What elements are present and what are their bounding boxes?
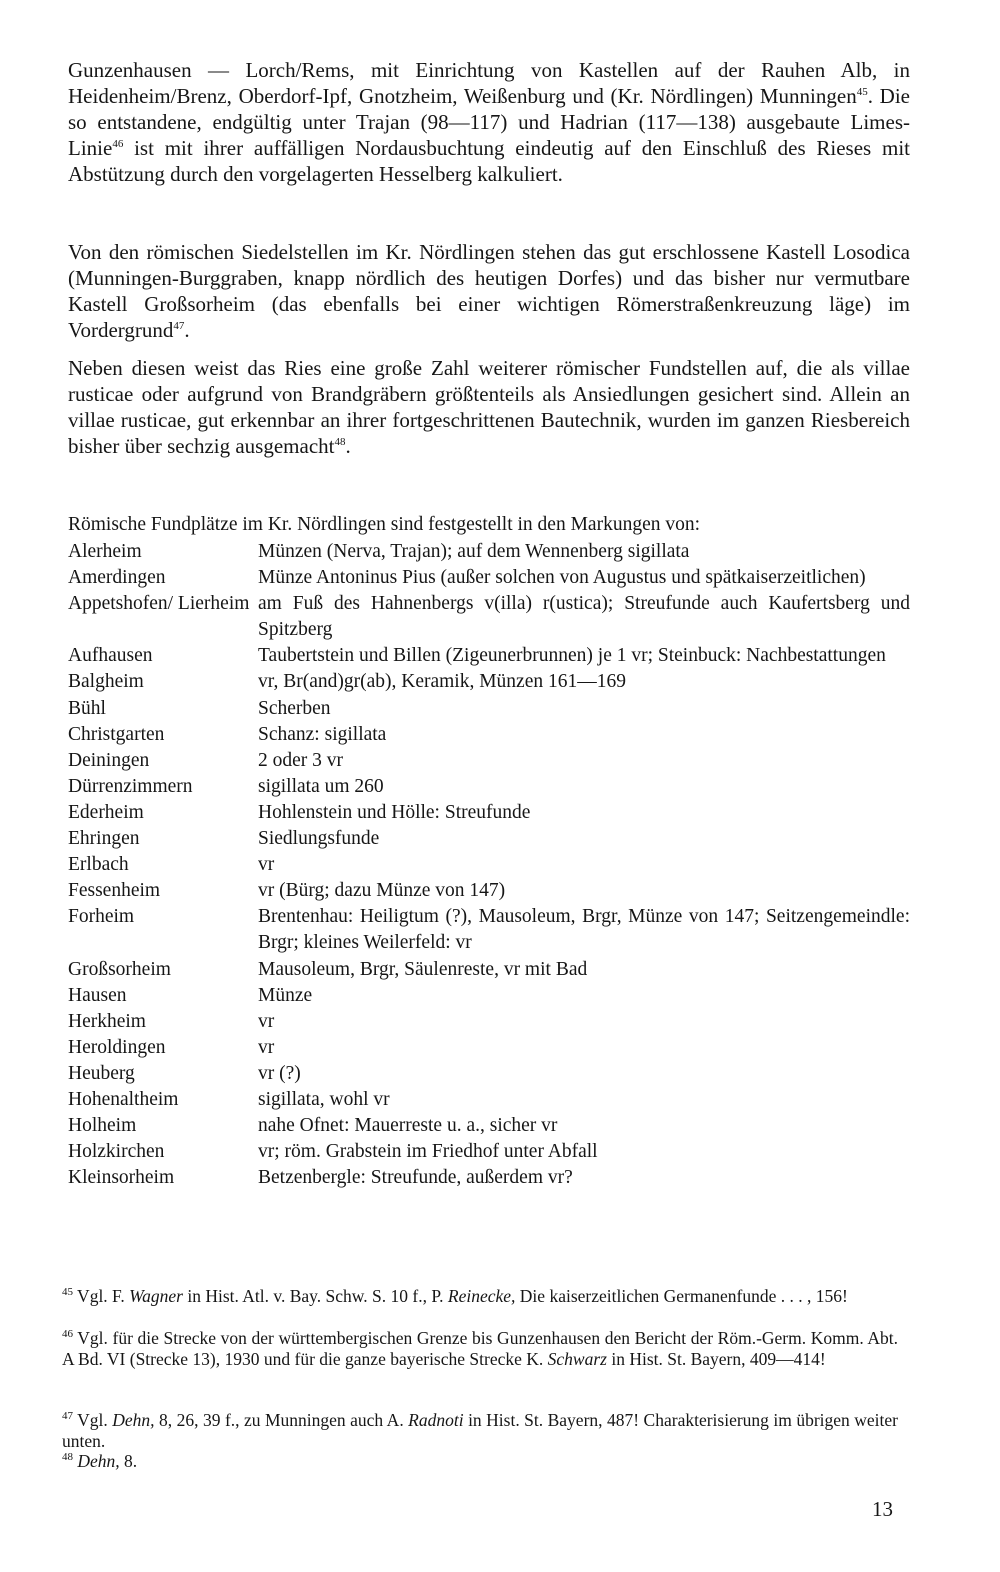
site-description: Schanz: sigillata (258, 723, 387, 745)
site-place: Fessenheim (68, 880, 161, 902)
site-place: Christgarten (68, 723, 165, 745)
site-place: Alerheim (68, 541, 142, 562)
site-row (68, 539, 910, 565)
site-description: Taubertstein und Billen (Zigeunerbrunnen) je 1 vr; Steinbuck: Nachbestattungen (258, 645, 886, 667)
footnote-author: Dehn, (77, 1451, 120, 1471)
site-row (68, 1139, 910, 1165)
site-description: nahe Ofnet: Mauerreste u. a., sicher vr (258, 1115, 558, 1137)
site-description: vr; röm. Grabstein im Friedhof unter Abfall (258, 1141, 598, 1163)
site-row (68, 565, 910, 591)
site-place: Deiningen (68, 749, 150, 771)
site-description: 2 oder 3 vr (258, 749, 344, 771)
site-row (68, 591, 910, 643)
site-description: Siedlungsfunde (258, 828, 380, 850)
site-description: vr (?) (258, 1062, 301, 1084)
paragraph-limes (68, 58, 910, 188)
footnote-text: 8, 26, 39 f., zu Munningen auch A. (154, 1410, 409, 1430)
site-place: Ehringen (68, 828, 140, 850)
footnote-text: in Hist. St. Bayern, 409—414! (606, 1348, 826, 1369)
paragraph-text: . (184, 317, 190, 342)
paragraph-text: Gunzenhausen — Lorch/Rems, mit Einrichtung von Kastellen auf der Rauhen Alb, in Heidenheim/Brenz, Oberdorf-Ipf, Gnotzheim, Weißenburg und (Kr. Nördlingen) Munningen (68, 58, 910, 108)
site-place: Appetshofen/ Lierheim (68, 593, 250, 615)
footnote-text: 8. (119, 1451, 138, 1471)
footnote-author: Dehn, (112, 1410, 155, 1430)
site-row (68, 1113, 910, 1139)
site-place: Heuberg (68, 1062, 135, 1084)
footnote-ref[interactable]: 47 (173, 319, 185, 332)
footnote-47 (62, 1410, 898, 1451)
site-place: Kleinsorheim (68, 1167, 175, 1189)
site-description: Betzenbergle: Streufunde, außerdem vr? (258, 1167, 573, 1189)
paragraph-text: . Die so entstandene, endgültig unter Trajan (98—117) und Hadrian (117—138) ausgebaute Limes-Linie (68, 83, 910, 160)
site-row (68, 1087, 910, 1113)
footnote-number: 47 (62, 1410, 73, 1423)
site-description: am Fuß des Hahnenbergs v(illa) r(ustica); Streufunde auch Kaufertsberg und Spitzberg (258, 593, 910, 641)
page-number: 13 (872, 1497, 893, 1521)
site-place: Herkheim (68, 1010, 146, 1032)
site-row (68, 878, 910, 904)
site-place: Amerdingen (68, 567, 166, 589)
paragraph-text: ist mit ihrer auffälligen Nordausbuchtung eindeutig auf den Einschluß des Rieses mit Abstützung durch den vorgelagerten Hesselberg kalkuliert. (68, 135, 910, 186)
site-row (68, 800, 910, 826)
footnote-45 (62, 1286, 898, 1307)
footnote-author: Wagner (129, 1286, 183, 1306)
site-description: sigillata, wohl vr (258, 1088, 390, 1110)
paragraph-text: . (345, 433, 351, 458)
footnote-author: Radnoti (408, 1410, 464, 1430)
site-description: Hohlenstein und Hölle: Streufunde (258, 801, 531, 823)
footnote-text: Vgl. für die Strecke von der württembergischen Grenze bis Gunzenhausen den Bericht der Röm.-Germ. Komm. Abt. A Bd. VI (Strecke 13), 1930 und für die ganze bayerische Strecke K. (62, 1328, 898, 1369)
site-description: vr, Br(and)gr(ab), Keramik, Münzen 161—169 (258, 671, 626, 693)
site-row (68, 826, 910, 852)
paragraph-text: Von den römischen Siedelstellen im Kr. Nördlingen stehen das gut erschlossene Kastell Losodica (Munningen-Burggraben, knapp nördlich des heutigen Dorfes) und das bisher nur vermutbare Kastell Großsorheim (das ebenfalls bei einer wichtigen Römerstraßenkreuzung läge) im Vordergrund (68, 240, 910, 342)
footnote-ref[interactable]: 46 (112, 137, 124, 150)
site-place: Dürrenzimmern (68, 775, 193, 797)
site-list (68, 539, 910, 1191)
footnote-ref[interactable]: 45 (856, 85, 868, 98)
site-place: Forheim (68, 906, 135, 928)
site-description: vr (258, 854, 275, 876)
site-description: vr (258, 1036, 275, 1058)
site-description: Brentenhau: Heiligtum (?), Mausoleum, Brgr, Münze von 147; Seitzengemeindle: Brgr; kleines Weilerfeld: vr (258, 906, 910, 954)
footnote-text: in Hist. Atl. v. Bay. Schw. S. 10 f., P. (182, 1286, 448, 1306)
site-row (68, 748, 910, 774)
site-description: Münze (258, 984, 313, 1006)
site-row (68, 904, 910, 956)
site-row (68, 1035, 910, 1061)
footnote-text: Die kaiserzeitlichen Germanenfunde . . . , 156! (515, 1286, 848, 1306)
list-intro: Römische Fundplätze im Kr. Nördlingen sind festgestellt in den Markungen von: (68, 514, 701, 535)
site-description: vr (Bürg; dazu Münze von 147) (258, 880, 506, 902)
site-place: Heroldingen (68, 1036, 166, 1058)
site-row (68, 1009, 910, 1035)
footnote-ref[interactable]: 48 (334, 435, 346, 448)
site-place: Erlbach (68, 854, 129, 876)
site-place: Großsorheim (68, 958, 171, 980)
site-place: Bühl (68, 697, 106, 719)
footnote-48 (62, 1451, 898, 1472)
footnote-text: Vgl. (73, 1410, 113, 1430)
site-row (68, 983, 910, 1009)
paragraph-fundstellen (68, 356, 910, 460)
site-description: Mausoleum, Brgr, Säulenreste, vr mit Bad (258, 958, 588, 980)
footnote-text: Vgl. F. (73, 1286, 130, 1306)
site-description: Münzen (Nerva, Trajan); auf dem Wennenberg sigillata (258, 541, 690, 562)
site-place: Ederheim (68, 801, 144, 823)
site-row (68, 852, 910, 878)
site-row (68, 774, 910, 800)
site-row (68, 1061, 910, 1087)
site-place: Balgheim (68, 671, 144, 693)
site-row (68, 1165, 910, 1191)
site-description: Münze Antoninus Pius (außer solchen von Augustus und spätkaiserzeitlichen) (258, 567, 866, 589)
footnote-number: 46 (62, 1328, 73, 1341)
site-row (68, 643, 910, 669)
footnote-46 (62, 1328, 898, 1369)
paragraph-siedelstellen (68, 240, 910, 344)
footnote-number: 45 (62, 1286, 73, 1299)
site-place: Aufhausen (68, 645, 153, 667)
footnote-author: Reinecke, (447, 1286, 516, 1306)
footnote-number: 48 (62, 1451, 73, 1464)
site-row (68, 696, 910, 722)
site-row (68, 957, 910, 983)
site-place: Hohenaltheim (68, 1088, 179, 1110)
site-place: Hausen (68, 984, 127, 1006)
site-row (68, 669, 910, 695)
footnote-text: in Hist. St. Bayern, 487! Charakterisierung im übrigen weiter unten. (62, 1410, 898, 1451)
site-row (68, 722, 910, 748)
footnote-author: Schwarz (547, 1348, 607, 1369)
paragraph-text: Neben diesen weist das Ries eine große Zahl weiterer römischer Fundstellen auf, die als villae rusticae oder aufgrund von Brandgräbern größtenteils als Ansiedlungen gesichert sind. Allein an villae rusticae, gut erkennbar an ihrer fortgeschrittenen Bautechnik, wurden im ganzen Riesbereich bisher über sechzig ausgemacht (68, 356, 910, 458)
site-description: vr (258, 1010, 275, 1032)
site-description: Scherben (258, 697, 331, 719)
site-description: sigillata um 260 (258, 775, 384, 797)
site-place: Holzkirchen (68, 1141, 165, 1163)
site-place: Holheim (68, 1115, 137, 1137)
